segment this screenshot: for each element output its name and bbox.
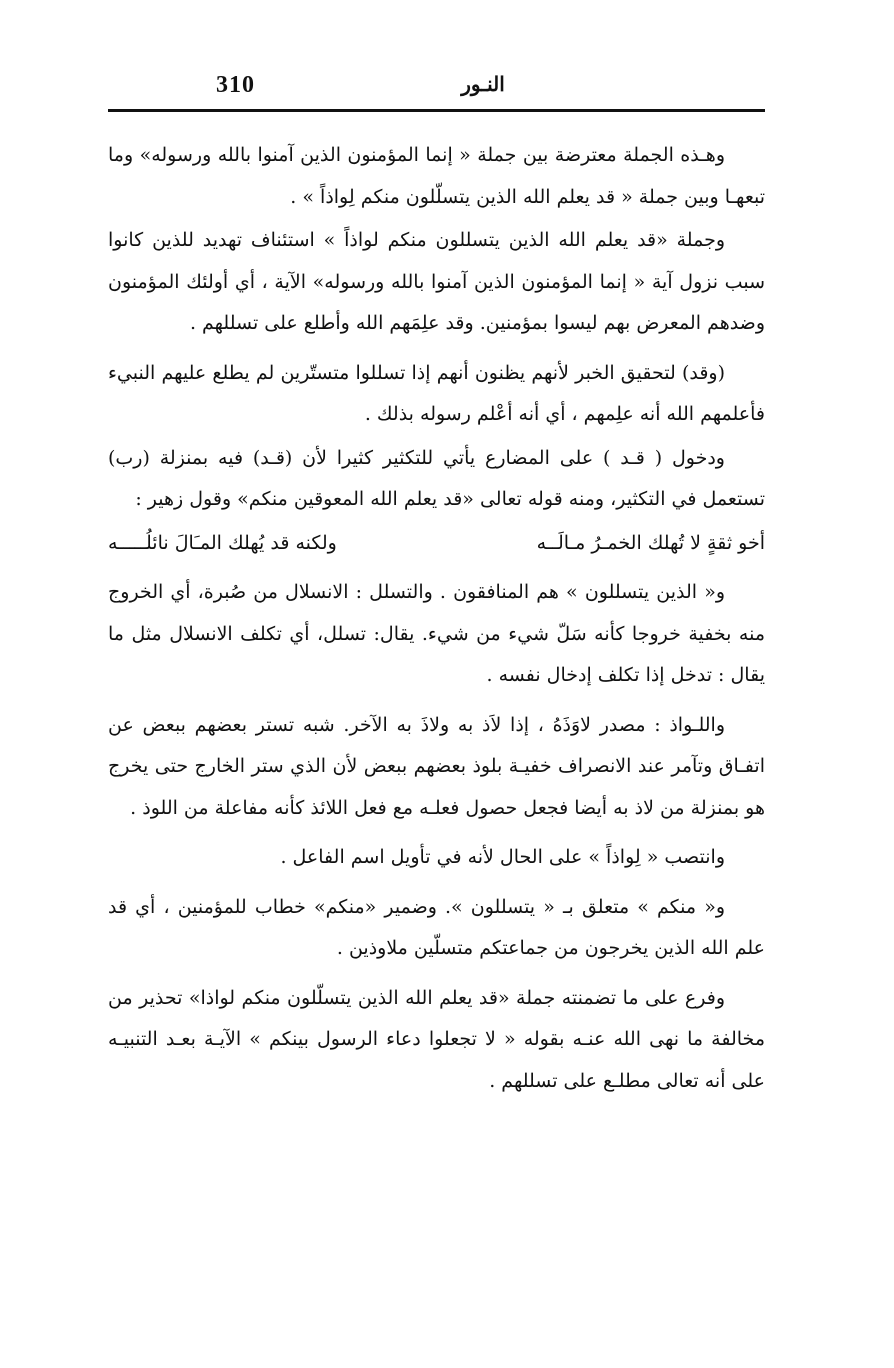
running-title: النـور bbox=[461, 72, 505, 96]
paragraph-6: واللـواذ : مصدر لاوَذَهُ ، إذا لاَذ به ولاذَ به الآخر. شبه تستر بعضهم ببعض عن اتفـاق وتآمر عند الانصراف خفيـة بلوذ بعضهم ببعض لأن الذي ستر الخارج حتى يخرج هو بمنزلة من لاذ به أيضا فجعل حصول فعلـه مع فعل اللائذ كأنه مفاعلة من اللوذ . bbox=[108, 713, 765, 819]
running-head bbox=[108, 64, 764, 108]
verse-first-hemistich: أخو ثقةٍ لا تُهلك الخمـرُ مـالَــه bbox=[536, 531, 765, 554]
paragraph-3: (وقد) لتحقيق الخبر لأنهم يظنون أنهم إذا تسللوا متستّرين لم يطلع عليهم النبيء فأعلمهم الله أنه علِمهم ، أي أنه أعْلم رسوله بذلك . bbox=[108, 361, 765, 425]
paragraph-2: وجملة «قد يعلم الله الذين يتسللون منكم لواذاً » استئناف تهديد للذين كانوا سبب نزول آية « إنما المؤمنون الذين آمنوا بالله ورسوله» الآية ، أي أولئك المؤمنون وضدهم المعرض بهم ليسوا بمؤمنين. وقد علِمَهم الله وأطلع على تسللهم . bbox=[108, 229, 765, 334]
body-text bbox=[108, 135, 765, 1235]
paragraph-7: وانتصب « لِواذاً » على الحال لأنه في تأويل اسم الفاعل . bbox=[280, 846, 725, 868]
header-rule bbox=[108, 109, 765, 112]
poetry-verse bbox=[108, 523, 765, 565]
page-number: 310 bbox=[216, 72, 255, 98]
paragraph-5: و« الذين يتسللون » هم المنافقون . والتسلل : الانسلال من صُبرة، أي الخروج منه بخفية خروجا كأنه سَلّ شيء من شيء. يقال: تسلل، أي تكلف الانسلال مثل ما يقال : تدخل إذا تكلف إدخال نفسه . bbox=[108, 581, 765, 686]
paragraph-4: ودخول ( قـد ) على المضارع يأتي للتكثير كثيرا لأن (قـد) فيه بمنزلة (رب) تستعمل في التكثير، ومنه قوله تعالى «قد يعلم الله المعوقين منكم» وقول زهير : bbox=[108, 446, 765, 510]
paragraph-1: وهـذه الجملة معترضة بين جملة « إنما المؤمنون الذين آمنوا بالله ورسوله» وما تبعهـا وبين جملة « قد يعلم الله الذين يتسلّلون منكم لِواذاً » . bbox=[108, 144, 765, 208]
verse-second-hemistich: ولكنه قد يُهلك المـَالَ نائلُـــــه bbox=[108, 531, 337, 554]
paragraph-9: وفرع على ما تضمنته جملة «قد يعلم الله الذين يتسلّلون منكم لواذا» تحذير من مخالفة ما نهى الله عنـه بقوله « لا تجعلوا دعاء الرسول بينكم » الآيـة بعـد التنبيـه على أنه تعالى مطلـع على تسللهم . bbox=[108, 986, 765, 1092]
paragraph-8: و« منكم » متعلق بـ « يتسللون ». وضمير «منكم» خطاب للمؤمنين ، أي قد علم الله الذين يخرجون من جماعتكم متسلّين ملاوذين . bbox=[108, 895, 765, 959]
